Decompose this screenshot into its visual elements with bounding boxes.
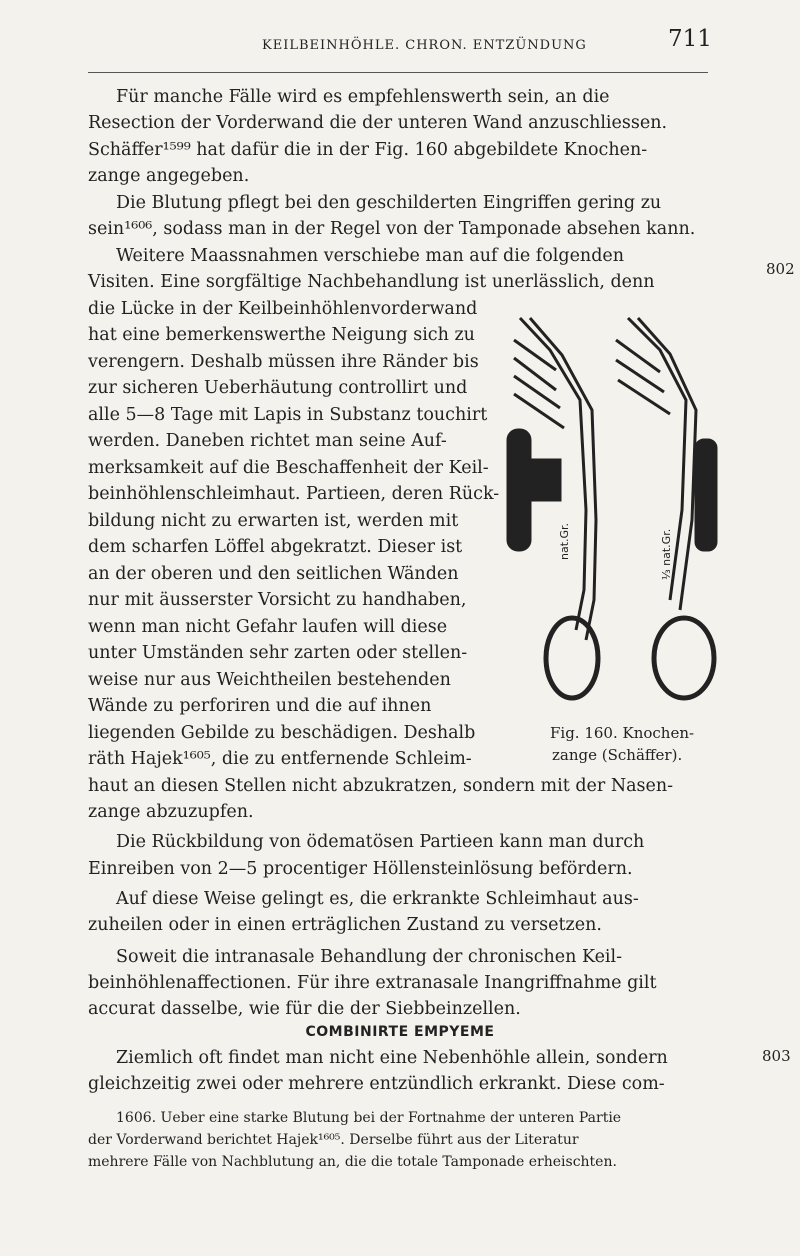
footnote-line: der Vorderwand berichtet Hajek¹⁶⁰⁵. Derselbe führt aus der Literatur: [88, 1132, 579, 1148]
text-line: verengern. Deshalb müssen ihre Ränder bis: [88, 352, 479, 372]
text-line: gleichzeitig zwei oder mehrere entzündlich erkrankt. Diese com-: [88, 1074, 665, 1094]
figure-label-natural-size: nat.Gr.: [558, 522, 571, 560]
text-line: liegenden Gebilde zu beschädigen. Deshalb: [88, 723, 476, 743]
text-line: werden. Daneben richtet man seine Auf-: [88, 431, 447, 451]
text-line: Soweit die intranasale Behandlung der chronischen Keil-: [116, 947, 623, 967]
text-line: Resection der Vorderwand die der unteren Wand anzuschliessen.: [88, 113, 668, 133]
text-line: unter Umständen sehr zarten oder stellen-: [88, 643, 468, 663]
figure-160: [500, 310, 726, 710]
margin-number: 802: [766, 260, 795, 278]
figure-caption: Fig. 160. Knochen-: [550, 724, 695, 742]
section-heading: COMBINIRTE EMPYEME: [305, 1024, 495, 1040]
text-line: Visiten. Eine sorgfältige Nachbehandlung ist unerlässlich, denn: [88, 272, 655, 292]
text-line: zuheilen oder in einen erträglichen Zustand zu versetzen.: [88, 915, 602, 935]
text-line: wenn man nicht Gefahr laufen will diese: [88, 617, 448, 637]
footnote-line: 1606. Ueber eine starke Blutung bei der Fortnahme der unteren Partie: [116, 1110, 622, 1126]
text-line: Wände zu perforiren und die auf ihnen: [88, 696, 432, 716]
text-line: räth Hajek¹⁶⁰⁵, die zu entfernende Schleim-: [88, 749, 472, 769]
text-line: zange angegeben.: [88, 166, 250, 186]
text-line: Auf diese Weise gelingt es, die erkrankte Schleimhaut aus-: [116, 889, 639, 909]
text-line: Die Blutung pflegt bei den geschilderten Eingriffen gering zu: [116, 193, 662, 213]
text-line: Einreiben von 2—5 procentiger Höllensteinlösung befördern.: [88, 859, 633, 879]
text-line: merksamkeit auf die Beschaffenheit der Keil-: [88, 458, 489, 478]
text-line: weise nur aus Weichtheilen bestehenden: [88, 670, 451, 690]
text-line: accurat dasselbe, wie für die der Siebbeinzellen.: [88, 999, 521, 1019]
text-line: Ziemlich oft findet man nicht eine Nebenhöhle allein, sondern: [116, 1048, 668, 1068]
header-rule: [88, 72, 708, 73]
bone-forceps-illustration: [500, 310, 726, 710]
text-line: hat eine bemerkenswerthe Neigung sich zu: [88, 325, 475, 345]
margin-number: 803: [762, 1047, 791, 1065]
text-line: sein¹⁶⁰⁶, sodass man in der Regel von der Tamponade absehen kann.: [88, 219, 696, 239]
text-line: bildung nicht zu erwarten ist, werden mit: [88, 511, 459, 531]
text-line: an der oberen und den seitlichen Wänden: [88, 564, 459, 584]
text-line: Für manche Fälle wird es empfehlenswerth sein, an die: [116, 87, 610, 107]
running-title: KEILBEINHÖHLE. CHRON. ENTZÜNDUNG: [262, 38, 587, 53]
text-line: beinhöhlenaffectionen. Für ihre extranasale Inangriffnahme gilt: [88, 973, 657, 993]
figure-label-third-size: ⅓ nat.Gr.: [660, 528, 673, 580]
page-number: 711: [668, 26, 712, 52]
text-line: beinhöhlenschleimhaut. Partieen, deren Rück-: [88, 484, 500, 504]
text-line: zur sicheren Ueberhäutung controllirt und: [88, 378, 468, 398]
figure-caption: zange (Schäffer).: [552, 746, 683, 764]
text-line: die Lücke in der Keilbeinhöhlenvorderwand: [88, 299, 478, 319]
text-line: nur mit äusserster Vorsicht zu handhaben,: [88, 590, 467, 610]
text-line: alle 5—8 Tage mit Lapis in Substanz touchirt: [88, 405, 488, 425]
text-line: Schäffer¹⁵⁹⁹ hat dafür die in der Fig. 160 abgebildete Knochen-: [88, 140, 648, 160]
text-line: zange abzuzupfen.: [88, 802, 254, 822]
text-line: dem scharfen Löffel abgekratzt. Dieser ist: [88, 537, 463, 557]
text-line: Die Rückbildung von ödematösen Partieen kann man durch: [116, 832, 645, 852]
text-line: haut an diesen Stellen nicht abzukratzen, sondern mit der Nasen-: [88, 776, 674, 796]
footnote-line: mehrere Fälle von Nachblutung an, die die totale Tamponade erheischten.: [88, 1154, 617, 1170]
text-line: Weitere Maassnahmen verschiebe man auf die folgenden: [116, 246, 625, 266]
